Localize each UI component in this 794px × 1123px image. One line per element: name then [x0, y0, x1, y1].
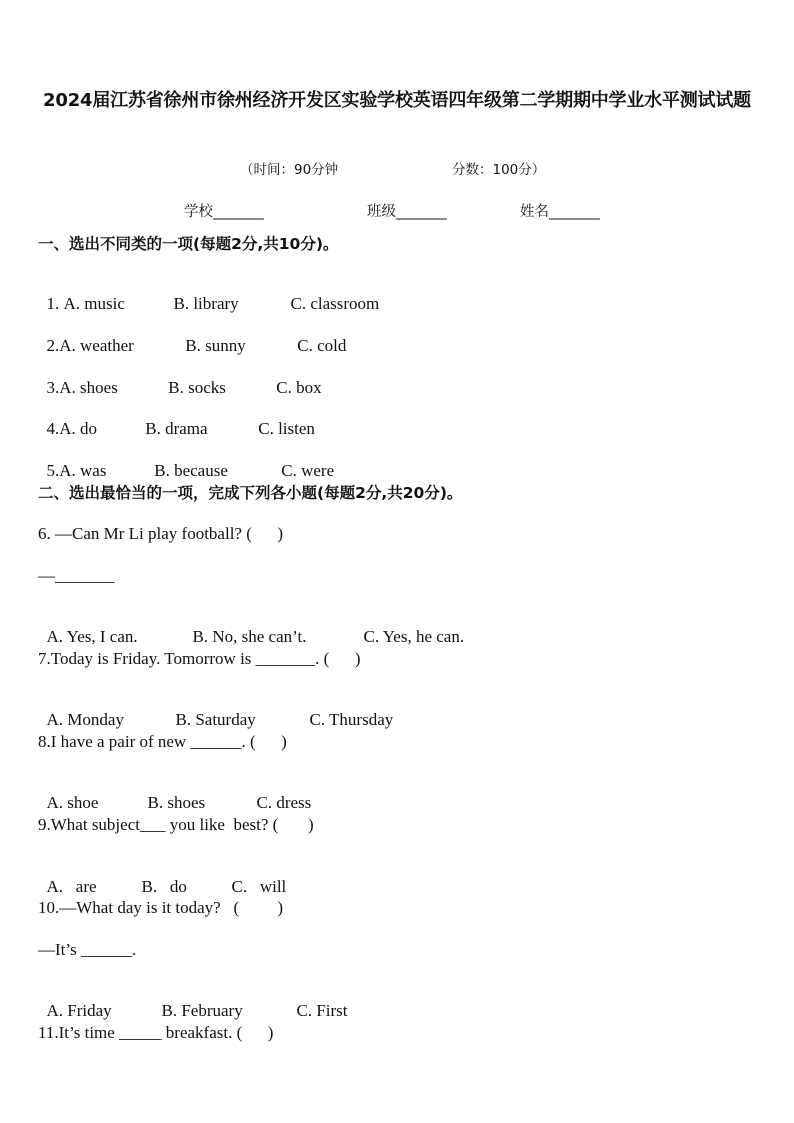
- question-9-options: [38, 857, 286, 897]
- option-b: B. socks: [168, 378, 226, 397]
- exam-time: （时间：90分钟: [240, 162, 339, 178]
- name-field: 姓名_______: [520, 204, 600, 220]
- option-c: C. classroom: [290, 294, 380, 313]
- option-b: B. February: [161, 1001, 243, 1020]
- question-6-options: [38, 607, 464, 647]
- option-a: A. are: [46, 877, 97, 896]
- question-5: [38, 441, 334, 481]
- option-a: A. was: [59, 461, 107, 480]
- option-b: B. library: [173, 294, 239, 313]
- question-number: 5.: [46, 461, 60, 480]
- question-number: 2.: [46, 336, 60, 355]
- question-8-stem: 8.I have a pair of new ______. ( ): [38, 732, 287, 751]
- question-7-options: [38, 690, 393, 730]
- exam-title: 2024届江苏省徐州市徐州经济开发区实验学校英语四年级第二学期期中学业水平测试试题: [43, 90, 751, 111]
- option-c: C. will: [231, 877, 287, 896]
- option-b: B. do: [141, 877, 187, 896]
- option-b: B. sunny: [185, 336, 246, 355]
- option-c: C. were: [281, 461, 335, 480]
- option-a: A. music: [63, 294, 125, 313]
- option-a: A. Monday: [46, 710, 124, 729]
- question-3: [38, 358, 322, 398]
- option-b: B. Saturday: [175, 710, 256, 729]
- option-a: A. shoe: [46, 793, 99, 812]
- question-10-stem: 10.—What day is it today? ( ): [38, 898, 284, 917]
- question-10-answer: —It’s ______.: [38, 940, 137, 959]
- question-number: 4.: [46, 419, 60, 438]
- option-a: A. weather: [59, 336, 134, 355]
- option-b: B. drama: [145, 419, 208, 438]
- option-c: C. Thursday: [309, 710, 394, 729]
- question-9-stem: 9.What subject___ you like best? ( ): [38, 815, 314, 834]
- option-c: C. dress: [256, 793, 312, 812]
- question-11-stem: 11.It’s time _____ breakfast. ( ): [38, 1023, 274, 1042]
- option-a: A. do: [59, 419, 98, 438]
- school-field: 学校_______: [184, 204, 264, 220]
- question-1: [38, 274, 379, 314]
- option-a: A. Friday: [46, 1001, 112, 1020]
- question-number: 3.: [46, 378, 60, 397]
- section2-heading: 二、选出最恰当的一项，完成下列各小题(每题2分,共20分)。: [38, 484, 463, 502]
- option-c: C. box: [276, 378, 322, 397]
- exam-score: 分数：100分）: [452, 162, 546, 178]
- option-c: C. First: [296, 1001, 348, 1020]
- question-6-answer: —_______: [38, 566, 115, 585]
- option-b: B. because: [154, 461, 228, 480]
- option-c: C. listen: [258, 419, 315, 438]
- option-c: C. Yes, he can.: [363, 627, 465, 646]
- question-7-stem: 7.Today is Friday. Tomorrow is _______. ( ): [38, 649, 361, 668]
- option-b: B. No, she can’t.: [192, 627, 307, 646]
- question-2: [38, 316, 346, 356]
- option-b: B. shoes: [147, 793, 206, 812]
- option-a: A. shoes: [59, 378, 118, 397]
- question-10-options: [38, 981, 348, 1021]
- question-8-options: [38, 773, 311, 813]
- option-a: A. Yes, I can.: [46, 627, 138, 646]
- question-number: 1.: [46, 294, 64, 313]
- question-6-stem: 6. —Can Mr Li play football? ( ): [38, 524, 284, 543]
- question-4: [38, 399, 315, 439]
- option-c: C. cold: [297, 336, 347, 355]
- class-field: 班级_______: [367, 204, 447, 220]
- section1-heading: 一、选出不同类的一项(每题2分,共10分)。: [38, 235, 339, 253]
